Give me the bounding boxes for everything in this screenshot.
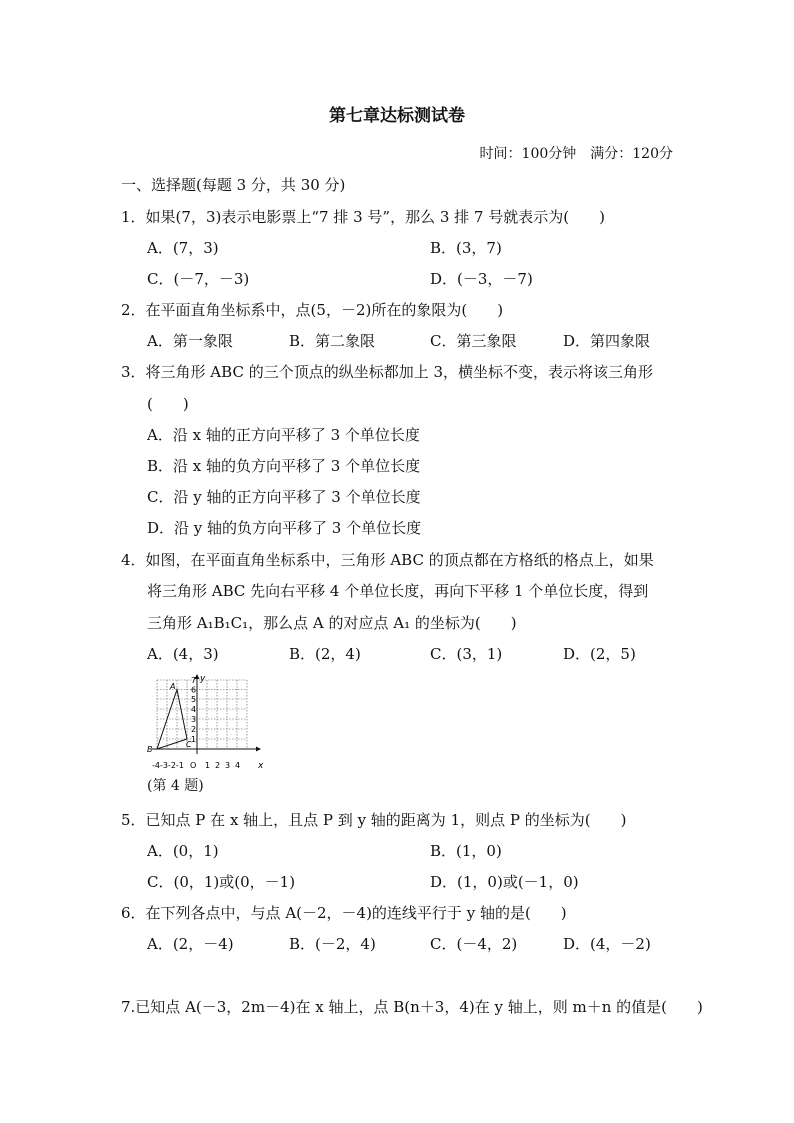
origin-label: O [190, 761, 197, 770]
exam-meta: 时间：100分钟 满分：120分 [479, 146, 673, 162]
question-1-option-c: C．(－7，－3) [147, 270, 250, 288]
y-tick-label: 1 [191, 735, 197, 744]
question-4-option-a: A．(4，3) [147, 645, 219, 663]
question-4-option-b: B．(2，4) [289, 645, 361, 663]
question-4-figure [144, 674, 268, 774]
question-6-option-d: D．(4，－2) [563, 935, 651, 953]
question-4-stem-line-1: 4．如图，在平面直角坐标系中，三角形 ABC 的顶点都在方格纸的格点上，如果 [121, 551, 654, 569]
y-axis-label: y [200, 674, 206, 684]
question-3-stem: 3．将三角形 ABC 的三个顶点的纵坐标都加上 3，横坐标不变，表示将该三角形 [121, 363, 654, 381]
x-tick-label: 1 [205, 761, 211, 770]
question-2-option-c: C．第三象限 [430, 332, 517, 350]
question-6-option-b: B．(－2，4) [289, 935, 376, 953]
x-axis-label: x [258, 761, 264, 771]
question-1-option-b: B．(3，7) [430, 239, 502, 257]
x-axis-arrow [256, 747, 261, 752]
x-tick-label: 3 [225, 761, 231, 770]
question-5-option-a: A．(0，1) [147, 842, 219, 860]
y-tick-label: 7 [191, 676, 197, 685]
x-tick-label: 4 [235, 761, 241, 770]
question-6-stem: 6．在下列各点中，与点 A(－2，－4)的连线平行于 y 轴的是( ) [121, 904, 567, 922]
point-c-label: C [186, 740, 192, 749]
y-tick-label: 6 [191, 685, 197, 695]
y-tick-label: 2 [191, 725, 197, 734]
question-3-option-b: B．沿 x 轴的负方向平移了 3 个单位长度 [147, 457, 421, 475]
question-1-option-a: A．(7，3) [147, 239, 219, 257]
x-tick-label: 2 [215, 761, 221, 770]
question-2-option-a: A．第一象限 [147, 332, 233, 350]
question-3-option-a: A．沿 x 轴的正方向平移了 3 个单位长度 [147, 426, 420, 444]
question-1-option-d: D．(－3，－7) [430, 270, 533, 288]
section-heading: 一、选择题(每题 3 分，共 30 分) [121, 176, 346, 194]
x-tick-labels-negative: -4-3-2-1 [152, 761, 184, 770]
point-a-label: A [170, 682, 176, 691]
question-5-option-c: C．(0，1)或(0，－1) [147, 873, 296, 891]
question-5-option-d: D．(1，0)或(－1，0) [430, 873, 579, 891]
question-6-option-c: C．(－4，2) [430, 935, 518, 953]
question-3-option-c: C．沿 y 轴的正方向平移了 3 个单位长度 [147, 488, 421, 506]
question-3-answer-paren: ( ) [147, 395, 189, 413]
question-4-stem-line-3: 三角形 A₁B₁C₁，那么点 A 的对应点 A₁ 的坐标为( ) [147, 614, 517, 632]
question-5-stem: 5．已知点 P 在 x 轴上，且点 P 到 y 轴的距离为 1，则点 P 的坐标为( ) [121, 811, 627, 829]
question-4-option-d: D．(2，5) [563, 645, 636, 663]
page-title: 第七章达标测试卷 [329, 106, 465, 126]
question-6-option-a: A．(2，－4) [147, 935, 234, 953]
point-b-label: B [147, 745, 153, 754]
question-2-option-d: D．第四象限 [563, 332, 651, 350]
question-4-option-c: C．(3，1) [430, 645, 503, 663]
question-3-option-d: D．沿 y 轴的负方向平移了 3 个单位长度 [147, 519, 422, 537]
question-5-option-b: B．(1，0) [430, 842, 502, 860]
question-2-option-b: B．第二象限 [289, 332, 376, 350]
question-7-stem: 7.已知点 A(－3，2m－4)在 x 轴上，点 B(n＋3，4)在 y 轴上，则 m＋n 的值是( ) [121, 998, 703, 1016]
question-4-stem-line-2: 将三角形 ABC 先向右平移 4 个单位长度，再向下平移 1 个单位长度，得到 [147, 582, 649, 600]
y-tick-label: 3 [191, 715, 197, 724]
question-2-stem: 2．在平面直角坐标系中，点(5，－2)所在的象限为( ) [121, 301, 504, 319]
figure-caption: (第 4 题) [147, 778, 204, 794]
y-tick-label: 4 [191, 705, 197, 714]
y-tick-label: 5 [191, 695, 197, 704]
question-1-stem: 1．如果(7，3)表示电影票上“7 排 3 号”，那么 3 排 7 号就表示为( ) [121, 208, 605, 226]
